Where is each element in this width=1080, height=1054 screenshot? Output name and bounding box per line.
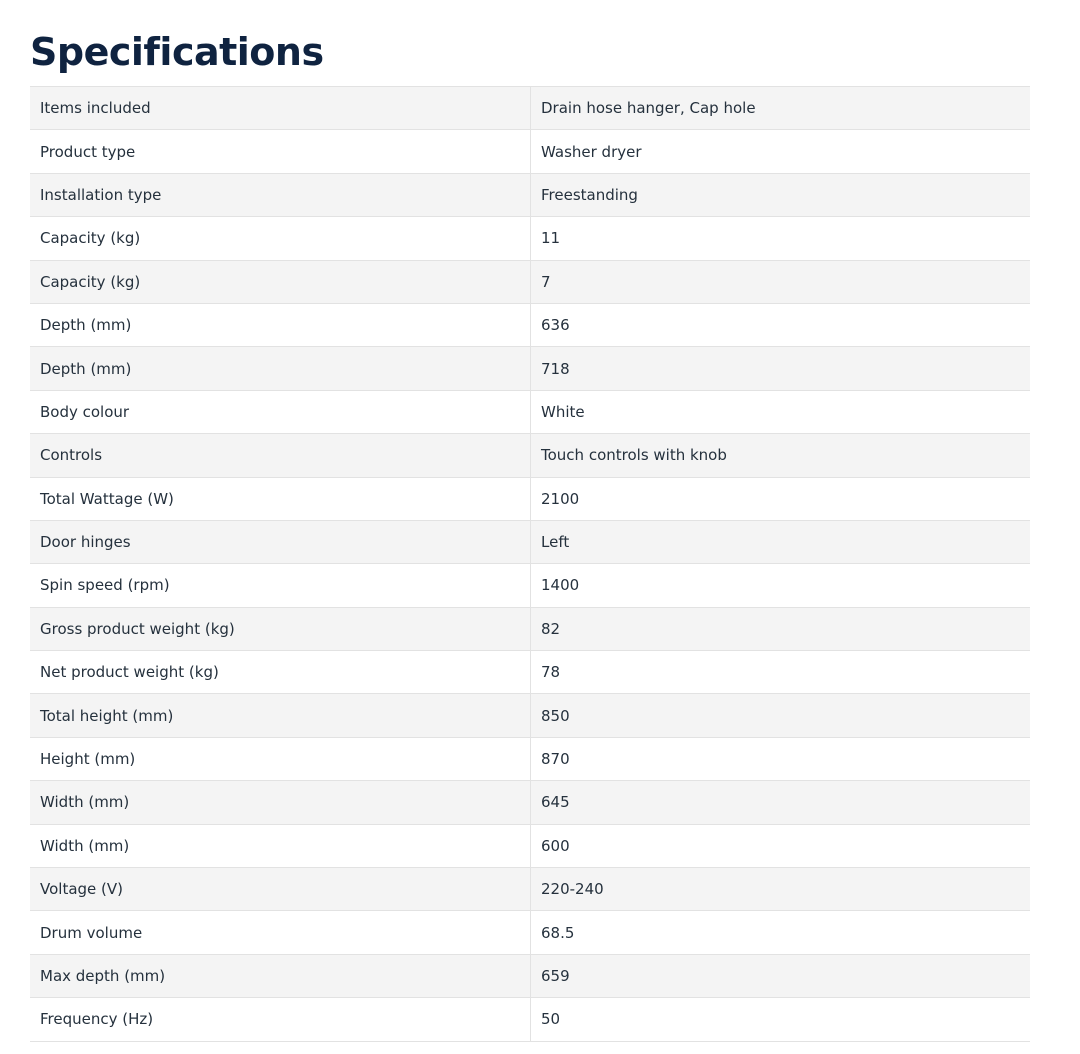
spec-row — [30, 347, 1030, 390]
spec-label: Depth (mm) — [30, 347, 531, 390]
spec-value: Touch controls with knob — [531, 434, 1031, 477]
spec-value: 82 — [531, 607, 1031, 650]
spec-label: Depth (mm) — [30, 303, 531, 346]
spec-value: 600 — [531, 824, 1031, 867]
spec-value: 220-240 — [531, 868, 1031, 911]
spec-label: Spin speed (rpm) — [30, 564, 531, 607]
spec-value: 659 — [531, 954, 1031, 997]
spec-label: Net product weight (kg) — [30, 651, 531, 694]
spec-value: 7 — [531, 260, 1031, 303]
spec-row — [30, 434, 1030, 477]
spec-row — [30, 390, 1030, 433]
spec-value: 1400 — [531, 564, 1031, 607]
spec-label: Product type — [30, 130, 531, 173]
spec-value: 78 — [531, 651, 1031, 694]
spec-label: Max depth (mm) — [30, 954, 531, 997]
spec-value: 870 — [531, 737, 1031, 780]
spec-value: Left — [531, 520, 1031, 563]
spec-row — [30, 781, 1030, 824]
spec-row — [30, 303, 1030, 346]
spec-label: Voltage (V) — [30, 868, 531, 911]
spec-row — [30, 737, 1030, 780]
spec-row — [30, 998, 1030, 1041]
spec-row — [30, 564, 1030, 607]
spec-row — [30, 954, 1030, 997]
page-title: Specifications — [30, 30, 324, 74]
spec-row — [30, 824, 1030, 867]
spec-value: 645 — [531, 781, 1031, 824]
spec-label: Installation type — [30, 173, 531, 216]
spec-label: Items included — [30, 87, 531, 130]
spec-value: White — [531, 390, 1031, 433]
spec-row — [30, 607, 1030, 650]
spec-value: Freestanding — [531, 173, 1031, 216]
spec-row — [30, 911, 1030, 954]
spec-label: Total Wattage (W) — [30, 477, 531, 520]
spec-value: 11 — [531, 217, 1031, 260]
spec-label: Height (mm) — [30, 737, 531, 780]
spec-row — [30, 87, 1030, 130]
spec-label: Frequency (Hz) — [30, 998, 531, 1041]
spec-row — [30, 130, 1030, 173]
spec-label: Controls — [30, 434, 531, 477]
spec-label: Drum volume — [30, 911, 531, 954]
spec-label: Width (mm) — [30, 824, 531, 867]
spec-row — [30, 477, 1030, 520]
spec-label: Capacity (kg) — [30, 260, 531, 303]
spec-label: Width (mm) — [30, 781, 531, 824]
spec-label: Total height (mm) — [30, 694, 531, 737]
spec-row — [30, 173, 1030, 216]
spec-row — [30, 868, 1030, 911]
spec-row — [30, 217, 1030, 260]
specifications-table-body — [30, 87, 1030, 1042]
spec-row — [30, 520, 1030, 563]
spec-value: Drain hose hanger, Cap hole — [531, 87, 1031, 130]
spec-value: 636 — [531, 303, 1031, 346]
spec-row — [30, 260, 1030, 303]
specifications-table — [30, 86, 1030, 1042]
spec-label: Door hinges — [30, 520, 531, 563]
spec-row — [30, 694, 1030, 737]
spec-row — [30, 651, 1030, 694]
spec-value: 50 — [531, 998, 1031, 1041]
spec-label: Body colour — [30, 390, 531, 433]
spec-label: Gross product weight (kg) — [30, 607, 531, 650]
spec-value: 718 — [531, 347, 1031, 390]
spec-value: Washer dryer — [531, 130, 1031, 173]
spec-value: 850 — [531, 694, 1031, 737]
spec-label: Capacity (kg) — [30, 217, 531, 260]
spec-value: 68.5 — [531, 911, 1031, 954]
spec-value: 2100 — [531, 477, 1031, 520]
